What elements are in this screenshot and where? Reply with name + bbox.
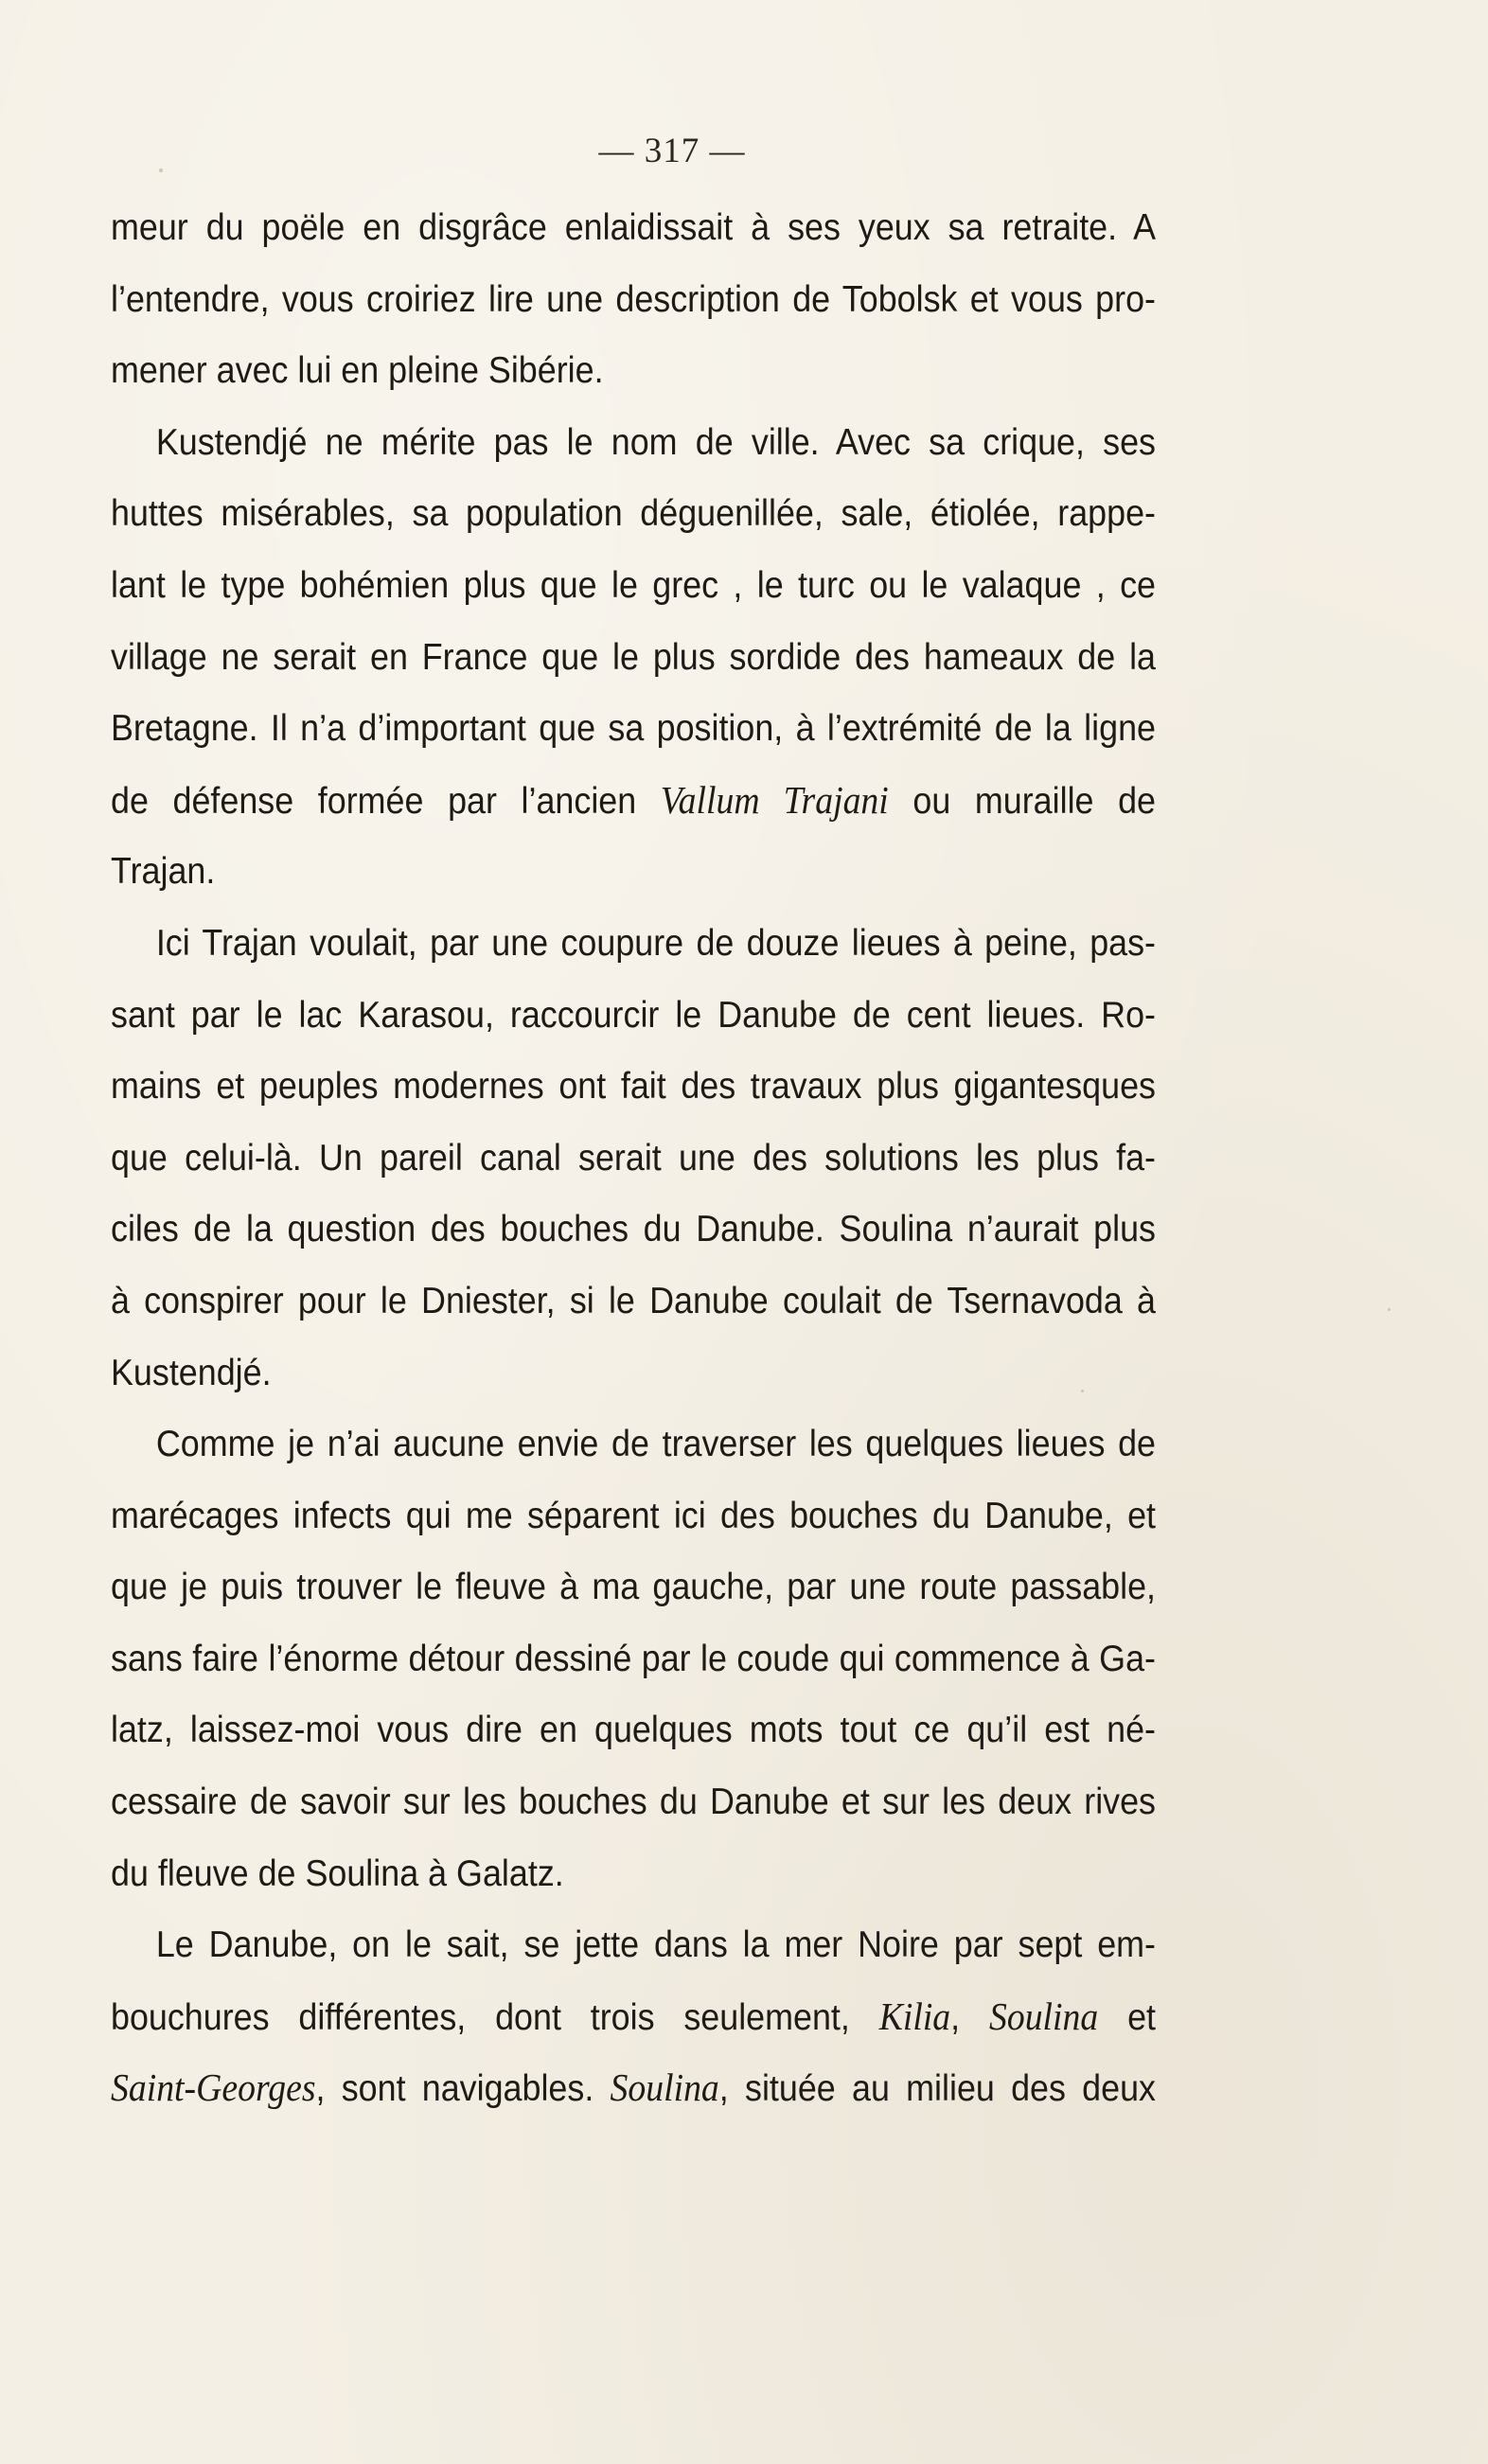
italic-term: Vallum Trajani [660, 777, 889, 822]
text-line: Kustendjé ne mérite pas le nom de ville. Avec sa crique, ses [155, 421, 1157, 463]
text-fragment: bouchures différentes, dont trois seulement, [111, 1996, 879, 2038]
italic-term: Kilia [878, 1994, 951, 2038]
text-line: Comme je n’ai aucune envie de traverser les quelques lieues de [155, 1424, 1157, 1465]
text-fragment: ou muraille de [888, 780, 1157, 822]
text-line: sans faire l’énorme détour dessiné par le coude qui commence à Ga- [111, 1638, 1156, 1679]
text-fragment: et [1098, 1996, 1157, 2038]
text-line: Kustendjé. [111, 1352, 272, 1393]
text-line: Ici Trajan voulait, par une coupure de douze lieues à peine, pas- [155, 922, 1157, 964]
text-line: sant par le lac Karasou, raccourcir le Danube de cent lieues. Ro- [111, 994, 1156, 1036]
italic-term: Soulina [988, 1994, 1099, 2038]
text-line [111, 1981, 1156, 2053]
text-line: village ne serait en France que le plus sordide des hameaux de la [111, 636, 1156, 678]
text-line: cessaire de savoir sur les bouches du Danube et sur les deux rives [111, 1782, 1156, 1823]
text-line: mains et peuples modernes ont fait des travaux plus gigantesques [111, 1066, 1156, 1108]
text-line: marécages infects qui me séparent ici des bouches du Danube, et [111, 1495, 1156, 1536]
text-fragment: , située au milieu des deux [718, 2068, 1156, 2110]
page-number: — 317 — [598, 132, 746, 170]
text-line: Bretagne. Il n’a d’important que sa position, à l’extrémité de la ligne [111, 708, 1156, 750]
text-line [111, 765, 1156, 837]
italic-term: Saint-Georges [111, 2065, 316, 2110]
text-line: Trajan. [111, 851, 216, 893]
italic-term: Soulina [610, 2065, 719, 2110]
text-line: latz, laissez-moi vous dire en quelques mots tout ce qu’il est né- [111, 1710, 1156, 1751]
text-line: Le Danube, on le sait, se jette dans la mer Noire par sept em- [155, 1924, 1157, 1966]
paper-speck [1388, 1308, 1391, 1311]
text-line: à conspirer pour le Dniester, si le Danube coulait de Tsernavoda à [111, 1280, 1156, 1321]
text-fragment: , [950, 1996, 989, 2038]
text-line: ciles de la question des bouches du Danube. Soulina n’aurait plus [111, 1209, 1156, 1250]
text-line: lant le type bohémien plus que le grec , le turc ou le valaque , ce [111, 564, 1156, 606]
text-line: meur du poële en disgrâce enlaidissait à ses yeux sa retraite. A [111, 207, 1156, 248]
text-line: que celui-là. Un pareil canal serait une des solutions les plus fa- [111, 1137, 1156, 1179]
text-fragment: , sont navigables. [315, 2068, 611, 2110]
text-line: mener avec lui en pleine Sibérie. [111, 350, 604, 392]
body-text [111, 192, 1156, 2124]
text-line: l’entendre, vous croiriez lire une description de Tobolsk et vous pro- [111, 278, 1156, 320]
text-line: huttes misérables, sa population déguenillée, sale, étiolée, rappe- [111, 493, 1156, 535]
text-fragment: de défense formée par l’ancien [111, 780, 661, 822]
text-line: du fleuve de Soulina à Galatz. [111, 1852, 564, 1894]
text-line: que je puis trouver le fleuve à ma gauche, par une route passable, [111, 1567, 1156, 1608]
text-line [111, 2052, 1156, 2124]
